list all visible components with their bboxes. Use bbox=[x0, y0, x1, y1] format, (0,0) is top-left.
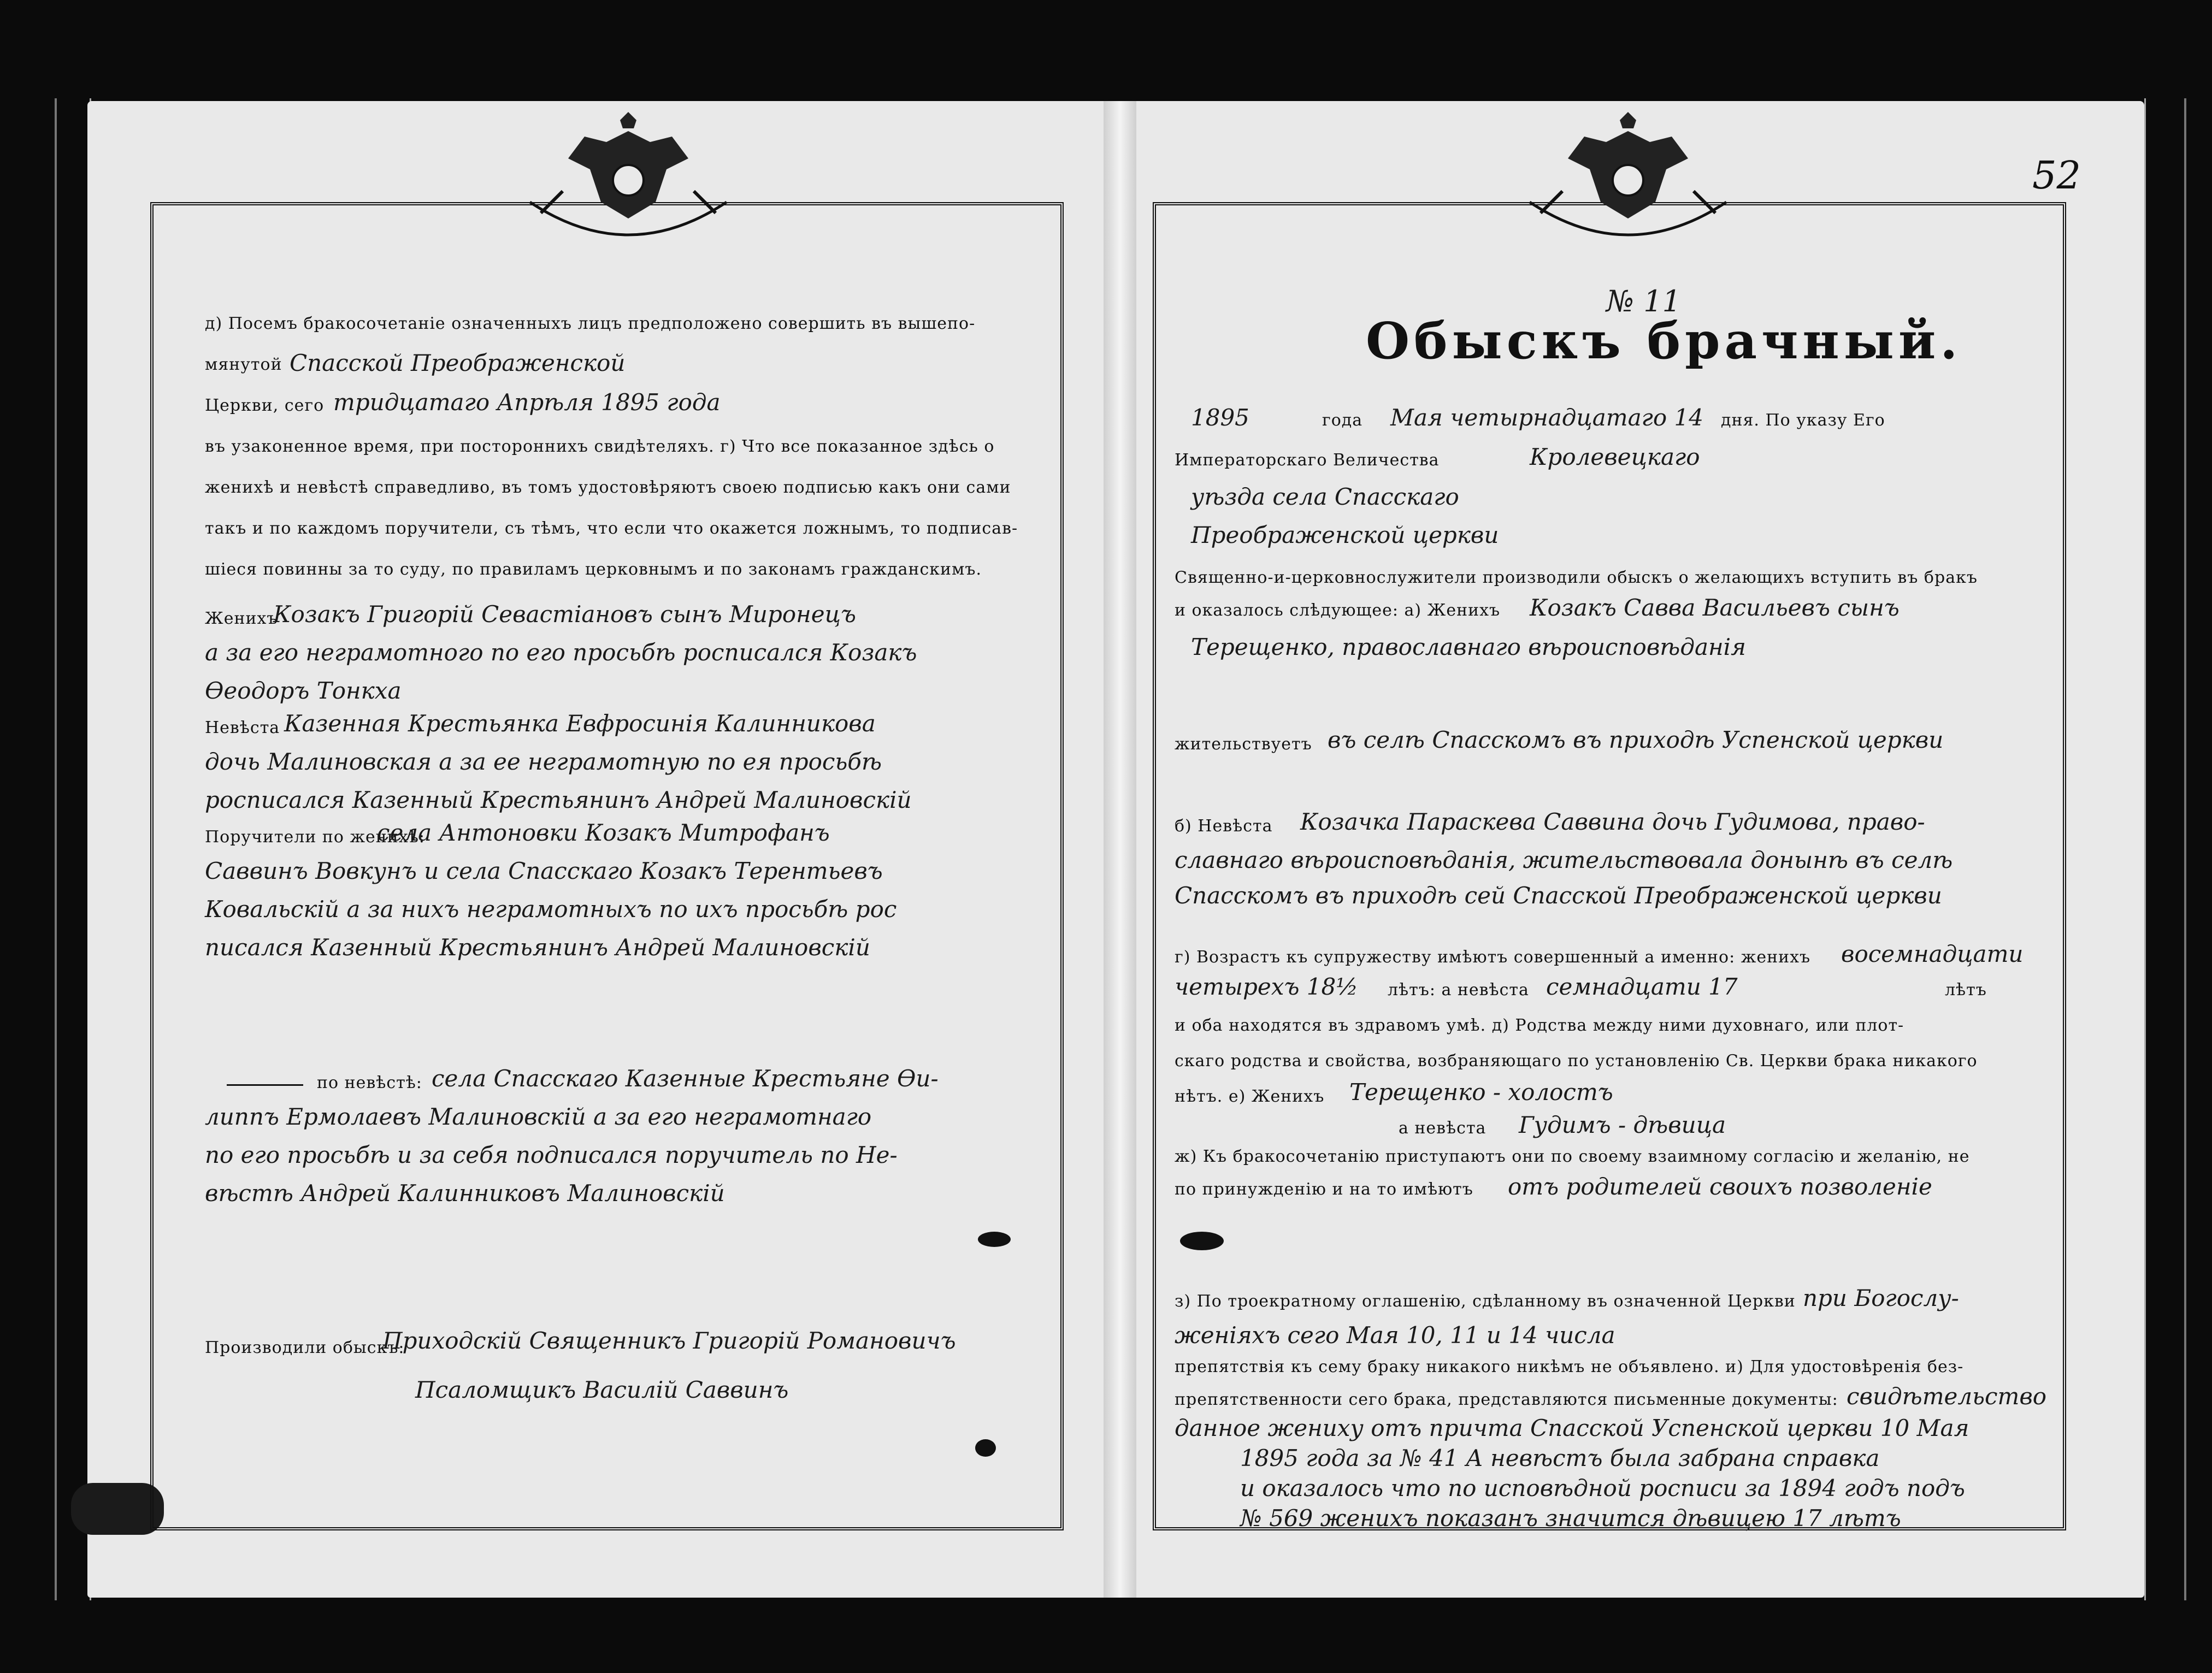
right-page-edges bbox=[2144, 98, 2186, 1600]
s-hand-2: женіяхъ сего Мая 10, 11 и 14 числа bbox=[1175, 1322, 1615, 1349]
groom-hand-2: а за его неграмотного по его просьбѣ росписался Козакъ bbox=[205, 639, 917, 666]
conducted-hand-1: Приходскій Священникъ Григорій Романовичъ bbox=[382, 1327, 956, 1354]
ink-dot bbox=[975, 1439, 996, 1457]
groom-hand-3: Ѳеодоръ Тонкха bbox=[205, 677, 402, 704]
r1-hand-year: 1895 bbox=[1191, 404, 1249, 431]
left-page-edges bbox=[55, 98, 91, 1600]
r1-print-b: дня. По указу Его bbox=[1721, 411, 1885, 430]
ink-blot-right bbox=[1180, 1232, 1224, 1250]
b-hand-3: Спасскомъ въ приходѣ сей Спасской Преображенской церкви bbox=[1175, 882, 1942, 909]
g-print-3: лѣтъ bbox=[1945, 980, 1987, 1000]
guarantors-groom-hand-4: писался Казенный Крестьянинъ Андрей Малиновскій bbox=[205, 934, 870, 961]
left-d-line3-print: Церкви, сего bbox=[205, 396, 325, 415]
left-d-line1: д) Посемъ бракосочетаніе означенныхъ лицъ предположено совершить въ вышепо- bbox=[205, 314, 976, 333]
g-print-7: а невѣста bbox=[1399, 1119, 1487, 1138]
left-d-line7: шіеся повинны за то суду, по правиламъ церковнымъ и по законамъ гражданскимъ. bbox=[205, 560, 982, 579]
guarantors-bride-hand-3: по его просьбѣ и за себя подписался поручитель по Не- bbox=[205, 1142, 898, 1168]
g-hand-5: Гудимъ - дѣвица bbox=[1519, 1112, 1726, 1138]
document-title: Обыскъ брачный. bbox=[1366, 311, 1962, 370]
s-hand-7: № 569 женихъ показанъ значится дѣвицею 17 лѣтъ bbox=[1240, 1505, 1901, 1532]
g-print-6: нѣтъ. е) Женихъ bbox=[1175, 1087, 1325, 1106]
bride-hand-2: дочь Малиновская а за ее неграмотную по ея просьбѣ bbox=[205, 748, 882, 775]
guarantors-bride-hand-1: села Спасскаго Казенные Крестьяне Ѳи- bbox=[432, 1065, 939, 1092]
bride-hand-1: Казенная Крестьянка Евфросинія Калинникова bbox=[284, 710, 876, 737]
conducted-hand-2: Псаломщикъ Василій Саввинъ bbox=[415, 1376, 789, 1403]
guarantors-bride-label: по невѣстѣ: bbox=[317, 1073, 422, 1092]
g-print-5: скаго родства и свойства, возбраняющаго по установленію Св. Церкви брака никакого bbox=[1175, 1051, 1978, 1071]
guarantors-groom-hand-1: села Антоновки Козакъ Митрофанъ bbox=[377, 819, 830, 846]
r2-hand: Кролевецкаго bbox=[1530, 444, 1700, 470]
g-hand-2: четырехъ 18½ bbox=[1175, 973, 1358, 1000]
r2-print: Императорскаго Величества bbox=[1175, 451, 1440, 470]
g-print-2: лѣтъ: а невѣста bbox=[1388, 980, 1529, 1000]
bride-hand-3: росписался Казенный Крестьянинъ Андрей Малиновскій bbox=[205, 787, 912, 813]
r6-print: и оказалось слѣдующее: а) Женихъ bbox=[1175, 601, 1501, 620]
groom-hand-1: Козакъ Григорій Севастіановъ сынъ Миронецъ bbox=[273, 601, 856, 628]
guarantors-groom-label: Поручители по женихѣ: bbox=[205, 827, 425, 847]
ink-blot bbox=[978, 1232, 1011, 1247]
left-d-line3-hand: тридцатаго Апрѣля 1895 года bbox=[333, 389, 721, 416]
r8-hand: въ селѣ Спасскомъ въ приходѣ Успенской церкви bbox=[1328, 726, 1944, 753]
s-print-3: препятственности сего брака, представляются письменные документы: bbox=[1175, 1390, 1838, 1409]
left-d-line6: такъ и по каждомъ поручители, съ тѣмъ, что если что окажется ложнымъ, то подписав- bbox=[205, 519, 1018, 538]
b-hand-1: Козачка Параскева Саввина дочь Гудимова, право- bbox=[1300, 808, 1925, 835]
g-print-1: г) Возрастъ къ супружеству имѣютъ совершенный а именно: женихъ bbox=[1175, 948, 1811, 967]
guarantors-groom-hand-3: Ковальскій а за нихъ неграмотныхъ по ихъ просьбѣ рос bbox=[205, 896, 897, 923]
double-headed-eagle-emblem-right bbox=[1519, 109, 1737, 246]
g-print-4: и оба находятся въ здравомъ умѣ. д) Родства между ними духовнаго, или плот- bbox=[1175, 1016, 1904, 1035]
r1-print-a: года bbox=[1322, 411, 1363, 430]
b-print: б) Невѣста bbox=[1175, 817, 1273, 836]
conducted-label: Производили обыскъ: bbox=[205, 1338, 405, 1357]
double-headed-eagle-emblem-left bbox=[519, 109, 738, 246]
dash-line bbox=[227, 1084, 303, 1086]
b-hand-2: славнаго вѣроисповѣданія, жительствовала донынѣ въ селѣ bbox=[1175, 847, 1953, 873]
r3-hand: уѣзда села Спасскаго bbox=[1191, 483, 1459, 510]
s-hand-4: данное жениху отъ причта Спасской Успенской церкви 10 Мая bbox=[1175, 1415, 1969, 1441]
groom-label: Женихъ bbox=[205, 609, 278, 628]
g-hand-4: Терещенко - холостъ bbox=[1349, 1079, 1613, 1106]
left-d-line2-hand: Спасской Преображенской bbox=[290, 350, 626, 376]
bride-label: Невѣста bbox=[205, 718, 280, 737]
s-hand-3: свидѣтельство bbox=[1847, 1383, 2047, 1410]
z-print-2: по принужденію и на то имѣютъ bbox=[1175, 1180, 1473, 1199]
left-d-line4: въ узаконенное время, при постороннихъ свидѣтеляхъ. г) Что все показанное здѣсь о bbox=[205, 437, 995, 456]
left-d-line5: женихѣ и невѣстѣ справедливо, въ томъ удостовѣряютъ своею подписью какъ они сами bbox=[205, 478, 1011, 497]
r5-print: Священно-и-церковнослужители производили обыскъ о желающихъ вступить въ бракъ bbox=[1175, 568, 1978, 587]
left-d-line2-print: мянутой bbox=[205, 355, 282, 374]
guarantors-bride-hand-4: вѣстѣ Андрей Калинниковъ Малиновскій bbox=[205, 1180, 725, 1207]
page-number: 52 bbox=[2032, 153, 2081, 198]
s-print-2: препятствія къ сему браку никакого никѣмъ не объявлено. и) Для удостовѣренія без- bbox=[1175, 1357, 1964, 1376]
r6-hand: Козакъ Савва Васильевъ сынъ bbox=[1530, 594, 1900, 621]
book-spine bbox=[1104, 101, 1136, 1598]
g-hand-1: восемнадцати bbox=[1841, 941, 2024, 967]
z-print-1: ж) Къ бракосочетанію приступаютъ они по своему взаимному согласію и желанію, не bbox=[1175, 1147, 1970, 1166]
record-number: № 11 bbox=[1606, 284, 1681, 318]
r8-print: жительствуетъ bbox=[1175, 735, 1312, 754]
g-hand-3: семнадцати 17 bbox=[1546, 973, 1738, 1000]
r4-hand: Преображенской церкви bbox=[1191, 522, 1499, 548]
s-print-1: з) По троекратному оглашенію, сдѣланному въ означенной Церкви bbox=[1175, 1292, 1796, 1311]
guarantors-bride-hand-2: липпъ Ермолаевъ Малиновскій а за его неграмотнаго bbox=[205, 1103, 872, 1130]
r7-hand: Терещенко, православнаго вѣроисповѣданія bbox=[1191, 634, 1746, 660]
z-hand-1: отъ родителей своихъ позволеніе bbox=[1508, 1173, 1932, 1200]
r1-hand-date: Мая четырнадцатаго 14 bbox=[1390, 404, 1703, 431]
s-hand-5: 1895 года за № 41 А невѣстъ была забрана справка bbox=[1240, 1445, 1880, 1471]
guarantors-groom-hand-2: Саввинъ Вовкунъ и села Спасскаго Козакъ Терентьевъ bbox=[205, 858, 883, 884]
s-hand-6: и оказалось что по исповѣдной росписи за 1894 годъ подъ bbox=[1240, 1475, 1965, 1501]
s-hand-1: при Богослу- bbox=[1803, 1285, 1959, 1311]
